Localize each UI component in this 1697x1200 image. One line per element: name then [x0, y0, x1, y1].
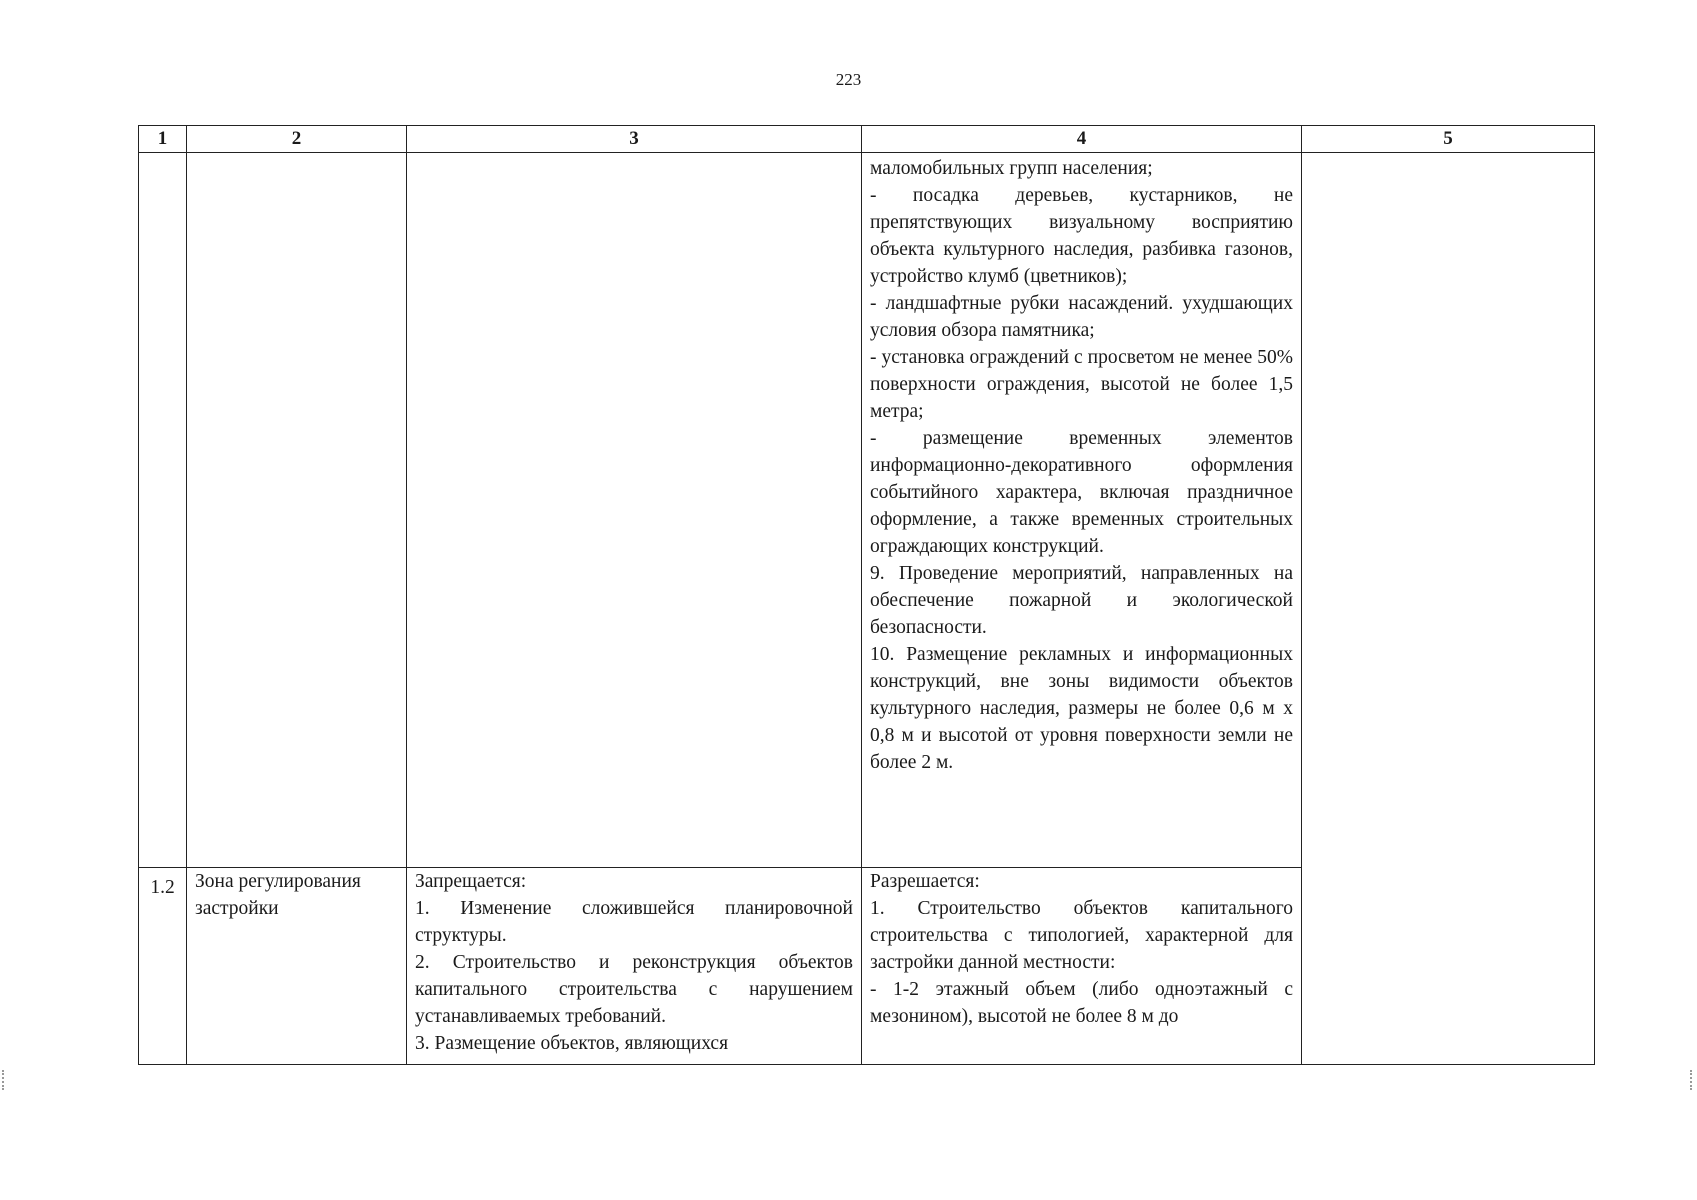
table-row-continuation	[139, 153, 1595, 868]
permitted-text-line: - размещение временных элементов информационно-декоративного оформления событийного характера, включая праздничное оформление, а также временных строительных ограждающих конструкций.	[870, 428, 1293, 557]
cell-prohibited	[407, 868, 862, 1065]
permitted-text-line: Разрешается:	[870, 871, 980, 892]
permitted-text-line: 9. Проведение мероприятий, направленных на обеспечение пожарной и экологической безопасности.	[870, 563, 1293, 638]
scan-margin-mark-right	[1690, 1070, 1695, 1090]
cell-zone-name	[187, 868, 407, 1065]
cell-permitted	[862, 153, 1302, 868]
header-row	[139, 126, 1595, 153]
prohibited-text-line: 3. Размещение объектов, являющихся	[415, 1033, 729, 1054]
permitted-text-line: - посадка деревьев, кустарников, не препятствующих визуальному восприятию объекта культурного наследия, разбивка газонов, устройство клумб (цветников);	[870, 185, 1293, 287]
prohibited-text-line: 1. Изменение сложившейся планировочной структуры.	[415, 898, 853, 946]
header-col-1: 1	[139, 126, 187, 153]
header-col-5: 5	[1302, 126, 1595, 153]
permitted-text-line: маломобильных групп населения;	[870, 158, 1153, 179]
permitted-text-line: - установка ограждений с просветом не менее 50% поверхности ограждения, высотой не более 1,5 метра;	[870, 347, 1293, 422]
header-col-2: 2	[187, 126, 407, 153]
permitted-text-line: 1. Строительство объектов капитального строительства с типологией, характерной для застройки данной местности:	[870, 898, 1293, 973]
prohibited-text-line: 2. Строительство и реконструкция объектов капитального строительства с нарушением устанавливаемых требований.	[415, 952, 853, 1027]
scan-margin-mark-left	[2, 1070, 7, 1090]
zone-name-text: Зона регулирования застройки	[195, 871, 361, 919]
page-number: 223	[835, 70, 862, 89]
cell-zone	[187, 153, 407, 868]
permitted-text-line: - ландшафтные рубки насаждений. ухудшающих условия обзора памятника;	[870, 293, 1293, 341]
permitted-text-line: - 1-2 этажный объем (либо одноэтажный с мезонином), высотой не более 8 м до	[870, 979, 1293, 1027]
cell-row-number: 1.2	[139, 868, 187, 1065]
header-col-3: 3	[407, 126, 862, 153]
header-col-4: 4	[862, 126, 1302, 153]
prohibited-text-line: Запрещается:	[415, 871, 527, 892]
regulation-table	[138, 125, 1595, 1065]
cell-notes	[1302, 153, 1595, 1065]
cell-number	[139, 153, 187, 868]
cell-prohibited	[407, 153, 862, 868]
permitted-text-line: 10. Размещение рекламных и информационных конструкций, вне зоны видимости объектов культурного наследия, размеры не более 0,6 м х 0,8 м и высотой от уровня поверхности земли не более 2 м.	[870, 644, 1293, 773]
cell-permitted	[862, 868, 1302, 1065]
